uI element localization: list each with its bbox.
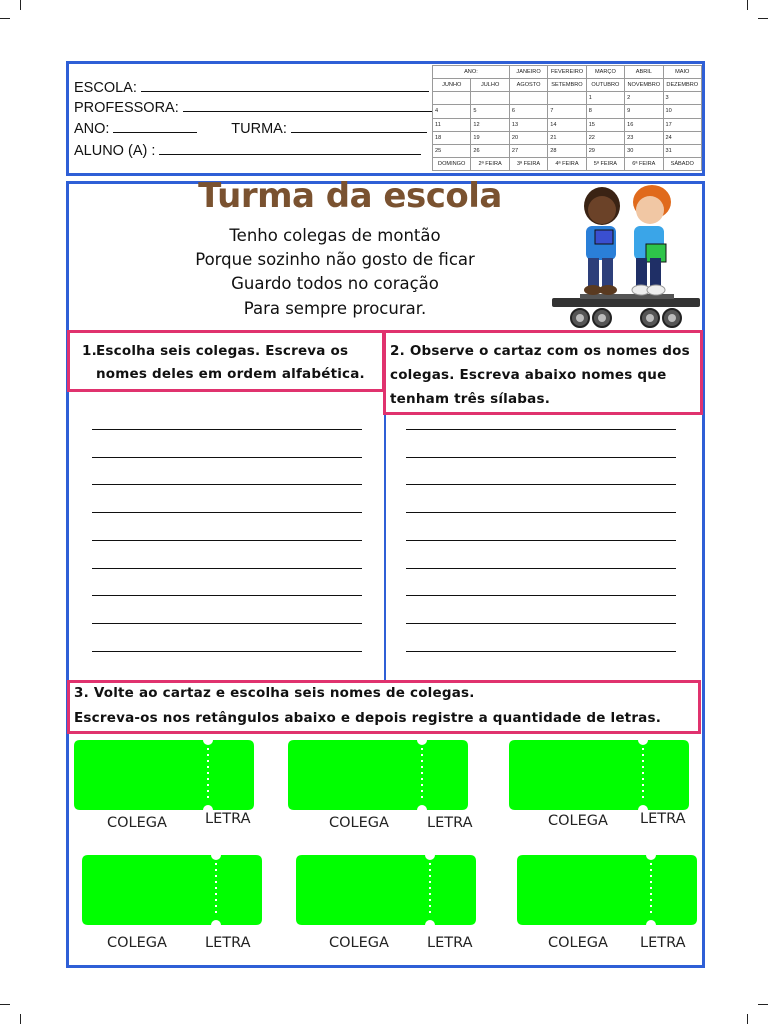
writing-line[interactable] bbox=[406, 623, 676, 624]
calendar-cell: 24 bbox=[663, 131, 701, 144]
colega-label: COLEGA bbox=[107, 935, 167, 951]
aluno-blank[interactable] bbox=[159, 141, 421, 155]
calendar-cell: 23 bbox=[625, 131, 663, 144]
calendar-cell: 15 bbox=[586, 118, 624, 131]
letra-label: LETRA bbox=[427, 815, 473, 831]
writing-line[interactable] bbox=[92, 595, 362, 596]
calendar-cell bbox=[433, 92, 471, 105]
writing-line[interactable] bbox=[92, 457, 362, 458]
calendar-cell: OUTUBRO bbox=[586, 79, 624, 92]
crop-mark bbox=[747, 0, 748, 10]
calendar-cell: JULHO bbox=[471, 79, 509, 92]
calendar-cell bbox=[548, 92, 586, 105]
colega-label: COLEGA bbox=[329, 815, 389, 831]
calendar-cell: 3 bbox=[663, 92, 701, 105]
question-1-line: Escolha seis colegas. Escreva os bbox=[96, 343, 349, 359]
calendar-row bbox=[433, 79, 702, 92]
calendar-cell: SETEMBRO bbox=[548, 79, 586, 92]
ano-turma-field[interactable] bbox=[74, 119, 427, 139]
calendar-cell: 30 bbox=[625, 144, 663, 157]
writing-line[interactable] bbox=[406, 512, 676, 513]
calendar-cell: 5 bbox=[471, 105, 509, 118]
calendar-cell: 21 bbox=[548, 131, 586, 144]
calendar-row bbox=[433, 131, 702, 144]
colega-label: COLEGA bbox=[548, 813, 608, 829]
page-title: Turma da escola bbox=[198, 176, 502, 216]
calendar-cell: 25 bbox=[433, 144, 471, 157]
colega-label: COLEGA bbox=[329, 935, 389, 951]
calendar-cell: DEZEMBRO bbox=[663, 79, 701, 92]
calendar-cell: 6ª FEIRA bbox=[625, 157, 663, 170]
name-ticket[interactable] bbox=[288, 740, 468, 810]
question-2-line: colegas. Escreva abaixo nomes que bbox=[390, 367, 667, 383]
poem-line: Para sempre procurar. bbox=[243, 299, 427, 318]
crop-mark bbox=[20, 0, 21, 10]
writing-line[interactable] bbox=[406, 429, 676, 430]
writing-line[interactable] bbox=[92, 623, 362, 624]
calendar-cell: 28 bbox=[548, 144, 586, 157]
calendar-cell: JUNHO bbox=[433, 79, 471, 92]
name-ticket[interactable] bbox=[509, 740, 689, 810]
calendar-cell: 4 bbox=[433, 105, 471, 118]
professora-label: PROFESSORA: bbox=[74, 100, 179, 116]
escola-blank[interactable] bbox=[141, 78, 429, 92]
calendar-cell: AGOSTO bbox=[509, 79, 547, 92]
colega-label: COLEGA bbox=[548, 935, 608, 951]
calendar-row bbox=[433, 157, 702, 170]
calendar-cell: DOMINGO bbox=[433, 157, 471, 170]
writing-line[interactable] bbox=[92, 429, 362, 430]
calendar-cell: 19 bbox=[471, 131, 509, 144]
calendar-cell: MAIO bbox=[663, 66, 701, 79]
calendar-row bbox=[433, 66, 702, 79]
calendar-cell: FEVEREIRO bbox=[548, 66, 586, 79]
question-1-number: 1. bbox=[82, 343, 97, 359]
calendar-cell: ANO: bbox=[433, 66, 510, 79]
calendar-cell: NOVEMBRO bbox=[625, 79, 663, 92]
colega-label: COLEGA bbox=[107, 815, 167, 831]
crop-mark bbox=[747, 1014, 748, 1024]
calendar-cell: 9 bbox=[625, 105, 663, 118]
aluno-label: ALUNO (A) : bbox=[74, 143, 156, 159]
name-ticket[interactable] bbox=[74, 740, 254, 810]
calendar-cell: 20 bbox=[509, 131, 547, 144]
calendar-row bbox=[433, 105, 702, 118]
name-ticket[interactable] bbox=[517, 855, 697, 925]
letra-label: LETRA bbox=[205, 935, 251, 951]
calendar-cell: ABRIL bbox=[625, 66, 663, 79]
calendar-cell: 26 bbox=[471, 144, 509, 157]
calendar-cell: 4ª FEIRA bbox=[548, 157, 586, 170]
calendar-cell: JANEIRO bbox=[509, 66, 547, 79]
calendar-cell: 14 bbox=[548, 118, 586, 131]
writing-line[interactable] bbox=[92, 651, 362, 652]
crop-mark bbox=[758, 1004, 768, 1005]
children-on-cart-illustration bbox=[550, 184, 702, 332]
poem-line: Guardo todos no coração bbox=[231, 274, 439, 293]
name-ticket[interactable] bbox=[82, 855, 262, 925]
question-1-line: nomes deles em ordem alfabética. bbox=[96, 366, 365, 382]
calendar-table bbox=[432, 65, 702, 171]
poem-line: Tenho colegas de montão bbox=[229, 226, 441, 245]
question-2-line: 2. Observe o cartaz com os nomes dos bbox=[390, 343, 690, 359]
writing-line[interactable] bbox=[92, 540, 362, 541]
calendar-cell: 22 bbox=[586, 131, 624, 144]
escola-field[interactable] bbox=[74, 78, 429, 98]
letra-label: LETRA bbox=[427, 935, 473, 951]
crop-mark bbox=[0, 18, 10, 19]
writing-line[interactable] bbox=[92, 568, 362, 569]
calendar-cell: 13 bbox=[509, 118, 547, 131]
question-3-line: 3. Volte ao cartaz e escolha seis nomes de colegas. bbox=[74, 685, 475, 701]
calendar-cell: 11 bbox=[433, 118, 471, 131]
letra-label: LETRA bbox=[205, 811, 251, 827]
writing-line[interactable] bbox=[92, 484, 362, 485]
calendar-cell: 18 bbox=[433, 131, 471, 144]
letra-label: LETRA bbox=[640, 935, 686, 951]
calendar-cell: 31 bbox=[663, 144, 701, 157]
poem-line: Porque sozinho não gosto de ficar bbox=[195, 250, 475, 269]
question-3-line: Escreva-os nos retângulos abaixo e depois registre a quantidade de letras. bbox=[74, 710, 662, 726]
ano-blank[interactable] bbox=[113, 119, 197, 133]
calendar-cell: MARÇO bbox=[586, 66, 624, 79]
writing-line[interactable] bbox=[406, 568, 676, 569]
question-2-line: tenham três sílabas. bbox=[390, 391, 551, 407]
writing-line[interactable] bbox=[92, 512, 362, 513]
turma-blank[interactable] bbox=[291, 119, 427, 133]
writing-line[interactable] bbox=[406, 484, 676, 485]
professora-field[interactable] bbox=[74, 98, 433, 118]
writing-line[interactable] bbox=[406, 651, 676, 652]
calendar-cell: 8 bbox=[586, 105, 624, 118]
calendar-cell bbox=[471, 92, 509, 105]
turma-label: TURMA: bbox=[231, 121, 287, 137]
calendar-row bbox=[433, 144, 702, 157]
ano-label: ANO: bbox=[74, 121, 110, 137]
crop-mark bbox=[20, 1014, 21, 1024]
crop-mark bbox=[0, 1004, 10, 1005]
name-ticket[interactable] bbox=[296, 855, 476, 925]
calendar-cell: 17 bbox=[663, 118, 701, 131]
calendar-cell bbox=[509, 92, 547, 105]
calendar-cell: 12 bbox=[471, 118, 509, 131]
calendar-cell: 2ª FEIRA bbox=[471, 157, 509, 170]
calendar-row bbox=[433, 92, 702, 105]
calendar-cell: 7 bbox=[548, 105, 586, 118]
crop-mark bbox=[758, 18, 768, 19]
calendar-cell: 6 bbox=[509, 105, 547, 118]
calendar-cell: 3ª FEIRA bbox=[509, 157, 547, 170]
calendar-cell: 16 bbox=[625, 118, 663, 131]
letra-label: LETRA bbox=[640, 811, 686, 827]
writing-line[interactable] bbox=[406, 595, 676, 596]
calendar-row bbox=[433, 118, 702, 131]
writing-line[interactable] bbox=[406, 457, 676, 458]
calendar-cell: 5ª FEIRA bbox=[586, 157, 624, 170]
calendar-cell: 29 bbox=[586, 144, 624, 157]
professora-blank[interactable] bbox=[183, 98, 433, 112]
writing-line[interactable] bbox=[406, 540, 676, 541]
escola-label: ESCOLA: bbox=[74, 80, 137, 96]
aluno-field[interactable] bbox=[74, 141, 421, 161]
calendar-cell: 1 bbox=[586, 92, 624, 105]
calendar-cell: 10 bbox=[663, 105, 701, 118]
calendar-cell: SÁBADO bbox=[663, 157, 701, 170]
calendar-cell: 2 bbox=[625, 92, 663, 105]
calendar-cell: 27 bbox=[509, 144, 547, 157]
